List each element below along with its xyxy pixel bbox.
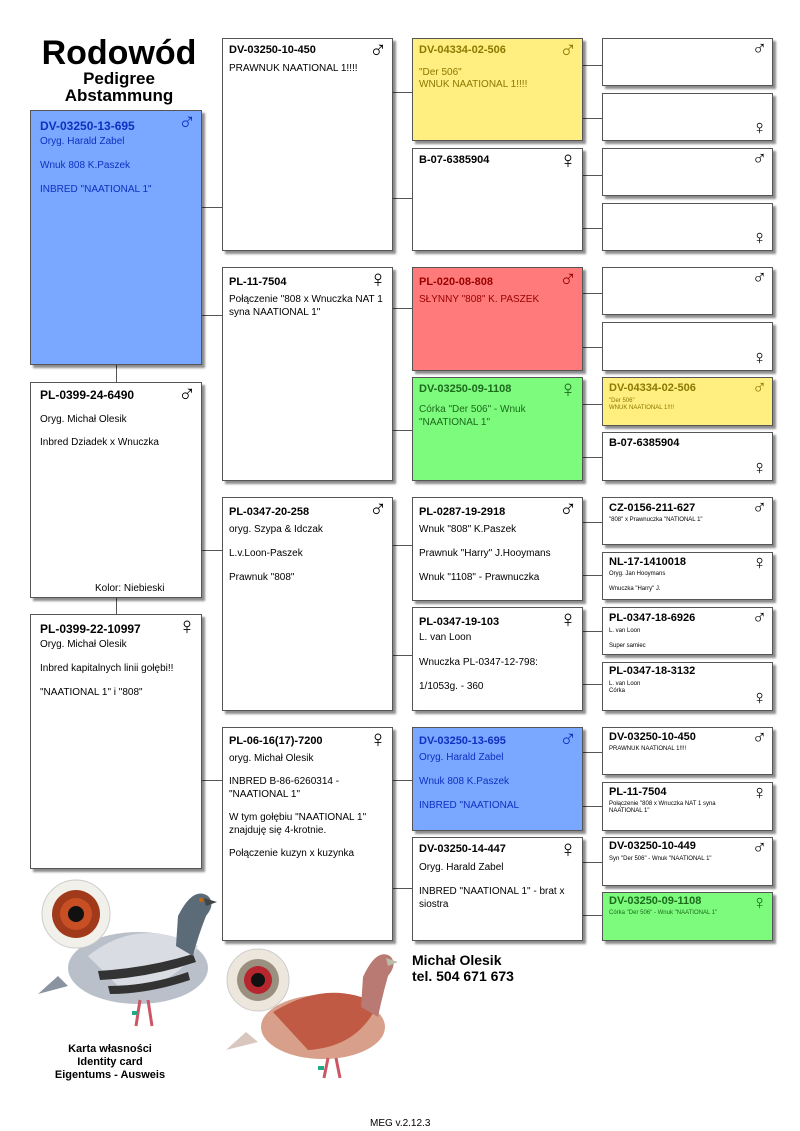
gen4-card[interactable] [602, 782, 773, 831]
title-sub-en: Pedigree [83, 69, 155, 88]
gen2-ring: DV-03250-10-450 [229, 44, 316, 56]
female-icon: ♀ [559, 607, 577, 633]
dam-line: "NAATIONAL 1" i "808" [40, 687, 143, 698]
gen4-card[interactable] [602, 322, 773, 371]
gen4-card[interactable] [602, 497, 773, 545]
male-icon: ♂ [559, 267, 577, 293]
owner-phone: tel. 504 671 673 [412, 968, 514, 984]
gen3-ring: DV-03250-09-1108 [419, 383, 512, 395]
gen4-card[interactable] [602, 267, 773, 315]
gen3-card[interactable] [412, 727, 583, 831]
female-icon: ♀ [559, 148, 577, 174]
identity-card-caption [30, 1043, 190, 1082]
gen2-line: oryg. Szypa & Idczak [229, 524, 323, 535]
gen3-ring: DV-03250-14-447 [419, 843, 506, 855]
gen4-line: Córka "Der 506" - Wnuk "NAATIONAL 1" [609, 910, 718, 916]
gen4-card[interactable] [602, 837, 773, 886]
connector [583, 457, 602, 458]
male-icon: ♂ [178, 382, 196, 408]
connector [202, 550, 222, 551]
gen2-card[interactable] [222, 727, 393, 941]
male-icon: ♂ [752, 837, 767, 859]
gen3-line: INBRED "NAATIONAL 1" - brat x siostra [419, 886, 565, 910]
gen4-ring: PL-11-7504 [609, 786, 667, 798]
gen4-line: L. van Loon [609, 628, 641, 634]
gen3-line: Córka "Der 506" - Wnuk "NAATIONAL 1" [419, 404, 526, 428]
male-icon: ♂ [752, 607, 767, 629]
gen3-line: 1/1053g. - 360 [419, 681, 484, 692]
gen3-line: "Der 506" [419, 67, 462, 78]
male-icon: ♂ [559, 497, 577, 523]
pigeon-photo-blue [28, 876, 218, 1036]
gen3-ring: PL-0347-19-103 [419, 616, 500, 628]
subject-line: Wnuk 808 K.Paszek [40, 160, 131, 171]
gen2-line: PRAWNUK NAATIONAL 1!!!! [229, 63, 358, 74]
connector [583, 228, 602, 229]
gen3-card[interactable] [412, 267, 583, 371]
gen4-card[interactable] [602, 432, 773, 481]
gen3-line: Oryg. Harald Zabel [419, 752, 504, 763]
gen4-line: Połączenie "808 x Wnuczka NAT 1 syna NAATIONAL 1" [609, 801, 716, 815]
sire-line: Oryg. Michał Olesik [40, 414, 127, 425]
gen2-line: INBRED B-86-6260314 - "NAATIONAL 1" [229, 776, 340, 800]
connector [393, 430, 412, 431]
gen3-card[interactable] [412, 497, 583, 601]
idcard-line: Eigentums - Ausweis [54, 1069, 166, 1081]
male-icon: ♂ [369, 38, 387, 64]
gen4-ring: DV-04334-02-506 [609, 382, 696, 394]
connector [583, 631, 602, 632]
gen4-ring: B-07-6385904 [609, 437, 680, 449]
gen4-line: WNUK NAATIONAL 1!!!! [609, 405, 675, 411]
gen4-line: "Der 506" [609, 398, 635, 404]
gen3-card[interactable] [412, 377, 583, 481]
gen4-line: "808" x Prawnuczka "NATIONAL 1" [609, 517, 703, 523]
gen3-card[interactable] [412, 837, 583, 941]
sire-ring: PL-0399-24-6490 [40, 388, 135, 402]
gen2-line: Połączenie "808 x Wnuczka NAT 1 syna NAATIONAL 1" [229, 294, 383, 318]
connector [583, 915, 602, 916]
gen3-line: INBRED "NAATIONAL [419, 800, 520, 811]
gen3-line: Prawnuk "Harry" J.Hooymans [419, 548, 551, 559]
gen3-ring: B-07-6385904 [419, 154, 490, 166]
connector [583, 575, 602, 576]
dam-line: Inbred kapitalnych linii gołębi!! [40, 663, 174, 674]
gen4-ring: DV-03250-09-1108 [609, 895, 702, 907]
connector [583, 522, 602, 523]
gen3-ring: DV-03250-13-695 [419, 735, 506, 747]
gen3-line: Wnuczka PL-0347-12-798: [419, 657, 538, 668]
connector [116, 598, 117, 614]
female-icon: ♀ [752, 347, 767, 369]
gen4-card[interactable] [602, 892, 773, 941]
gen2-card[interactable] [222, 267, 393, 481]
connector [393, 655, 412, 656]
sire-line: Inbred Dziadek x Wnuczka [40, 437, 159, 448]
gen4-card[interactable] [602, 662, 773, 711]
gen4-card[interactable] [602, 727, 773, 775]
gen2-line: Połączenie kuzyn x kuzynka [229, 848, 355, 859]
connector [583, 293, 602, 294]
gen3-ring: PL-0287-19-2918 [419, 506, 506, 518]
gen4-ring: PL-0347-18-6926 [609, 612, 696, 624]
female-icon: ♀ [559, 377, 577, 403]
gen3-card[interactable] [412, 38, 583, 141]
gen3-card[interactable] [412, 148, 583, 251]
male-icon: ♂ [752, 38, 767, 60]
dam-line: Oryg. Michał Olesik [40, 639, 127, 650]
sire-card[interactable] [30, 382, 202, 598]
gen3-line: WNUK NAATIONAL 1!!!! [419, 79, 528, 90]
connector [583, 862, 602, 863]
owner-info [412, 952, 514, 984]
gen4-line: Oryg. Jan Hooymans [609, 571, 666, 577]
subject-line: Oryg. Harald Zabel [40, 136, 125, 147]
gen4-card[interactable] [602, 38, 773, 86]
gen2-ring: PL-06-16(17)-7200 [229, 735, 323, 747]
gen2-ring: PL-11-7504 [229, 276, 287, 288]
gen2-card[interactable] [222, 497, 393, 711]
female-icon: ♀ [752, 457, 767, 479]
dam-ring: PL-0399-22-10997 [40, 622, 141, 636]
male-icon: ♂ [559, 38, 577, 64]
connector [393, 308, 412, 309]
gen4-line: Super samiec [609, 643, 646, 649]
female-icon: ♀ [752, 892, 767, 914]
pigeon-photo-red [218, 942, 398, 1082]
female-icon: ♀ [178, 614, 196, 640]
title-sub-de: Abstammung [64, 86, 174, 105]
female-icon: ♀ [752, 552, 767, 574]
female-icon: ♀ [752, 687, 767, 709]
gen4-line: PRAWNUK NAATIONAL 1!!!! [609, 746, 687, 752]
connector [583, 684, 602, 685]
connector [202, 315, 222, 316]
gen4-line: Syn "Der 506" - Wnuk "NAATIONAL 1" [609, 856, 712, 862]
gen2-line: W tym gołębiu "NAATIONAL 1" znajduję się 4-krotnie. [229, 812, 367, 836]
gen4-line: L. van Loon [609, 681, 641, 687]
title-main: Rodowód [41, 34, 197, 72]
female-icon: ♀ [369, 727, 387, 753]
male-icon: ♂ [752, 727, 767, 749]
version-label: MEG v.2.12.3 [370, 1118, 431, 1129]
male-icon: ♂ [752, 377, 767, 399]
male-icon: ♂ [178, 110, 196, 136]
female-icon: ♀ [369, 267, 387, 293]
subject-ring: DV-03250-13-695 [40, 119, 135, 133]
gen2-line: Prawnuk "808" [229, 572, 295, 583]
gen4-line: Córka [609, 688, 626, 694]
gen4-card[interactable] [602, 377, 773, 426]
connector [393, 198, 412, 199]
gen2-ring: PL-0347-20-258 [229, 506, 310, 518]
gen3-line: Wnuk "808" K.Paszek [419, 524, 517, 535]
gen4-ring: PL-0347-18-3132 [609, 665, 696, 677]
gen4-card[interactable] [602, 148, 773, 196]
gen3-line: Wnuk 808 K.Paszek [419, 776, 510, 787]
connector [583, 806, 602, 807]
gen3-ring: PL-020-08-808 [419, 276, 493, 288]
connector [583, 347, 602, 348]
sire-color: Kolor: Niebieski [95, 583, 165, 594]
male-icon: ♂ [752, 148, 767, 170]
idcard-line: Identity card [77, 1056, 143, 1068]
connector [393, 92, 412, 93]
connector [583, 65, 602, 66]
gen3-line: Wnuk "1108" - Prawnuczka [419, 572, 540, 583]
gen4-line: Wnuczka "Harry" J. [609, 586, 661, 592]
connector [116, 365, 117, 382]
connector [202, 780, 222, 781]
female-icon: ♀ [752, 117, 767, 139]
gen2-card[interactable] [222, 38, 393, 251]
male-icon: ♂ [559, 727, 577, 753]
female-icon: ♀ [752, 227, 767, 249]
gen3-line: Oryg. Harald Zabel [419, 862, 504, 873]
connector [202, 207, 222, 208]
connector [583, 752, 602, 753]
idcard-line: Karta własności [68, 1043, 152, 1055]
male-icon: ♂ [752, 497, 767, 519]
connector [393, 780, 412, 781]
gen2-line: oryg. Michał Olesik [229, 753, 314, 764]
gen4-card[interactable] [602, 203, 773, 251]
gen3-card[interactable] [412, 607, 583, 711]
gen3-line: SŁYNNY "808" K. PASZEK [419, 294, 540, 305]
gen4-ring: DV-03250-10-450 [609, 731, 696, 743]
subject-card[interactable] [30, 110, 202, 365]
connector [583, 404, 602, 405]
gen4-card[interactable] [602, 552, 773, 600]
female-icon: ♀ [559, 837, 577, 863]
connector [583, 175, 602, 176]
gen4-card[interactable] [602, 607, 773, 655]
gen3-line: L. van Loon [419, 632, 472, 643]
dam-card[interactable] [30, 614, 202, 869]
gen4-card[interactable] [602, 93, 773, 141]
male-icon: ♂ [369, 497, 387, 523]
connector [393, 888, 412, 889]
male-icon: ♂ [752, 267, 767, 289]
gen2-line: L.v.Loon-Paszek [229, 548, 303, 559]
connector [393, 545, 412, 546]
connector [583, 118, 602, 119]
owner-name: Michał Olesik [412, 952, 502, 968]
gen4-ring: DV-03250-10-449 [609, 840, 696, 852]
gen3-ring: DV-04334-02-506 [419, 44, 506, 56]
subject-line: INBRED "NAATIONAL 1" [40, 184, 152, 195]
gen4-ring: CZ-0156-211-627 [609, 502, 696, 514]
female-icon: ♀ [752, 782, 767, 804]
gen4-ring: NL-17-1410018 [609, 556, 687, 568]
